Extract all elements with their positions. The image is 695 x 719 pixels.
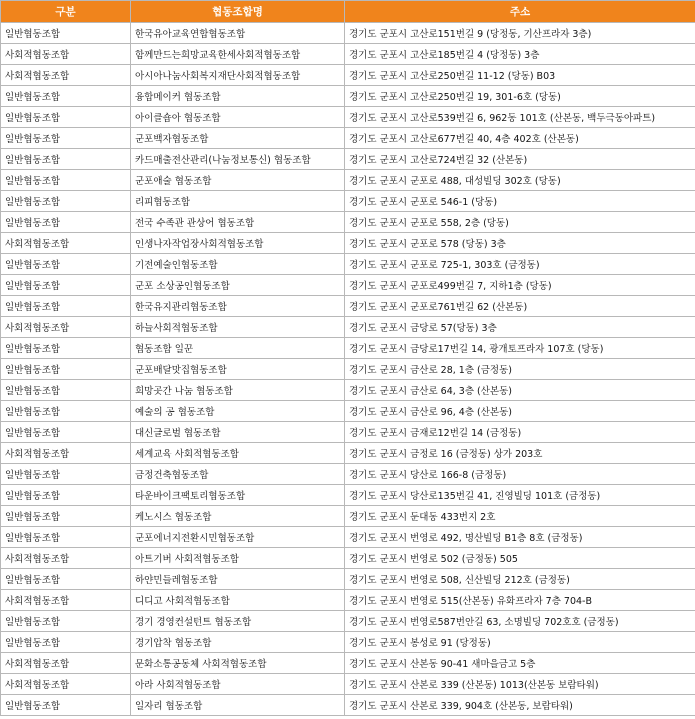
- table-row: [1, 275, 695, 296]
- table-row: [1, 86, 695, 107]
- cell-coop-name: 하늘사회적협동조합: [131, 317, 345, 338]
- table-row: [1, 233, 695, 254]
- cell-category: 사회적협동조합: [1, 653, 131, 674]
- cell-coop-name: 융합메이커 협동조합: [131, 86, 345, 107]
- table-row: [1, 569, 695, 590]
- cell-category: 일반협동조합: [1, 380, 131, 401]
- cell-coop-name: 한국유지관리협동조합: [131, 296, 345, 317]
- table-row: [1, 674, 695, 695]
- cell-category: 일반협동조합: [1, 695, 131, 716]
- cell-coop-name: 군포애술 협동조합: [131, 170, 345, 191]
- cell-category: 사회적협동조합: [1, 674, 131, 695]
- cell-category: 일반협동조합: [1, 338, 131, 359]
- cell-address: 경기도 군포시 금산로 28, 1층 (금정동): [345, 359, 695, 380]
- cell-category: 일반협동조합: [1, 86, 131, 107]
- table-body: [1, 23, 695, 716]
- cell-category: 일반협동조합: [1, 128, 131, 149]
- cell-coop-name: 군포배달맛집협동조합: [131, 359, 345, 380]
- cell-address: 경기도 군포시 군포로499번길 7, 지하1층 (당동): [345, 275, 695, 296]
- cell-category: 일반협동조합: [1, 191, 131, 212]
- cell-category: 일반협동조합: [1, 275, 131, 296]
- table-row: [1, 695, 695, 716]
- cell-category: 일반협동조합: [1, 569, 131, 590]
- cell-coop-name: 아트기버 사회적협동조합: [131, 548, 345, 569]
- cell-coop-name: 군포에너지전환시민협동조합: [131, 527, 345, 548]
- cell-category: 일반협동조합: [1, 212, 131, 233]
- cell-address: 경기도 군포시 고산로185번길 4 (당정동) 3층: [345, 44, 695, 65]
- header-address: 주소: [345, 1, 695, 23]
- cell-address: 경기도 군포시 고산로151번길 9 (당정동, 기산프라자 3층): [345, 23, 695, 44]
- cell-coop-name: 함께만드는희망교육한세사회적협동조합: [131, 44, 345, 65]
- cell-address: 경기도 군포시 군포로 725-1, 303호 (금정동): [345, 254, 695, 275]
- cell-category: 일반협동조합: [1, 254, 131, 275]
- table-row: [1, 107, 695, 128]
- cell-address: 경기도 군포시 당산로135번길 41, 진영빌딩 101호 (금정동): [345, 485, 695, 506]
- table-row: [1, 401, 695, 422]
- cell-coop-name: 세계교육 사회적협동조합: [131, 443, 345, 464]
- cell-address: 경기도 군포시 군포로761번길 62 (산본동): [345, 296, 695, 317]
- header-coop-name: 협동조합명: [131, 1, 345, 23]
- cell-coop-name: 리피협동조합: [131, 191, 345, 212]
- cell-coop-name: 군포 소상공인협동조합: [131, 275, 345, 296]
- cell-category: 사회적협동조합: [1, 443, 131, 464]
- cell-category: 일반협동조합: [1, 422, 131, 443]
- cell-coop-name: 디디고 사회적협동조합: [131, 590, 345, 611]
- cell-address: 경기도 군포시 산본로 339, 904호 (산본동, 보람타워): [345, 695, 695, 716]
- table-row: [1, 506, 695, 527]
- cell-category: 사회적협동조합: [1, 233, 131, 254]
- cell-category: 사회적협동조합: [1, 590, 131, 611]
- table-row: [1, 485, 695, 506]
- cell-address: 경기도 군포시 봉성로 91 (당정동): [345, 632, 695, 653]
- table-row: [1, 149, 695, 170]
- cell-coop-name: 타운바이크팩토리협동조합: [131, 485, 345, 506]
- cell-coop-name: 케노시스 협동조합: [131, 506, 345, 527]
- cell-address: 경기도 군포시 고산로250번길 11-12 (당동) B03: [345, 65, 695, 86]
- cell-coop-name: 문화소통공동체 사회적협동조합: [131, 653, 345, 674]
- table-row: [1, 23, 695, 44]
- cell-category: 일반협동조합: [1, 107, 131, 128]
- table-row: [1, 296, 695, 317]
- cell-coop-name: 대신글로벌 협동조합: [131, 422, 345, 443]
- cell-coop-name: 하얀민들레협동조합: [131, 569, 345, 590]
- table-row: [1, 380, 695, 401]
- cell-address: 경기도 군포시 군포로 558, 2층 (당동): [345, 212, 695, 233]
- cell-category: 일반협동조합: [1, 527, 131, 548]
- cell-category: 사회적협동조합: [1, 317, 131, 338]
- cell-address: 경기도 군포시 고산로724번길 32 (산본동): [345, 149, 695, 170]
- cell-address: 경기도 군포시 번영로587번안길 63, 소명빌딩 702호호 (금정동): [345, 611, 695, 632]
- table-row: [1, 653, 695, 674]
- cell-address: 경기도 군포시 산본로 339 (산본동) 1013(산본동 보람타워): [345, 674, 695, 695]
- cell-coop-name: 아시아나눔사회복지재단사회적협동조합: [131, 65, 345, 86]
- cell-coop-name: 전국 수족관 관상어 협동조합: [131, 212, 345, 233]
- cell-category: 일반협동조합: [1, 149, 131, 170]
- cell-address: 경기도 군포시 금당로17번길 14, 광개토프라자 107호 (당동): [345, 338, 695, 359]
- cell-address: 경기도 군포시 금당로 57(당동) 3층: [345, 317, 695, 338]
- cell-coop-name: 한국유아교육연합협동조합: [131, 23, 345, 44]
- table-row: [1, 359, 695, 380]
- table-row: [1, 632, 695, 653]
- table-row: [1, 422, 695, 443]
- cell-address: 경기도 군포시 금정로 16 (금정동) 상가 203호: [345, 443, 695, 464]
- cell-category: 사회적협동조합: [1, 548, 131, 569]
- table-row: [1, 212, 695, 233]
- cell-category: 사회적협동조합: [1, 44, 131, 65]
- cell-category: 일반협동조합: [1, 632, 131, 653]
- cell-category: 일반협동조합: [1, 611, 131, 632]
- table-row: [1, 128, 695, 149]
- cell-coop-name: 경기압착 협동조합: [131, 632, 345, 653]
- cell-coop-name: 카드매출전산관리(나눔정보통신) 협동조합: [131, 149, 345, 170]
- cell-category: 일반협동조합: [1, 170, 131, 191]
- cell-address: 경기도 군포시 금산로 64, 3층 (산본동): [345, 380, 695, 401]
- table-row: [1, 548, 695, 569]
- cell-address: 경기도 군포시 번영로 515(산본동) 유화프라자 7층 704-B: [345, 590, 695, 611]
- cell-address: 경기도 군포시 군포로 578 (당동) 3층: [345, 233, 695, 254]
- cell-coop-name: 일자리 협동조합: [131, 695, 345, 716]
- table-row: [1, 317, 695, 338]
- cell-coop-name: 금정건축협동조합: [131, 464, 345, 485]
- cell-coop-name: 협동조합 일꾼: [131, 338, 345, 359]
- cell-address: 경기도 군포시 군포로 488, 대성빌딩 302호 (당동): [345, 170, 695, 191]
- cell-address: 경기도 군포시 번영로 492, 명산빌딩 B1층 8호 (금정동): [345, 527, 695, 548]
- cell-coop-name: 아이클숍아 협동조합: [131, 107, 345, 128]
- cell-coop-name: 기전예술인협동조합: [131, 254, 345, 275]
- cell-address: 경기도 군포시 둔대동 433번지 2호: [345, 506, 695, 527]
- cell-coop-name: 아라 사회적협동조합: [131, 674, 345, 695]
- table-row: [1, 611, 695, 632]
- header-row: [1, 1, 695, 23]
- table-row: [1, 254, 695, 275]
- cell-coop-name: 군포백자협동조합: [131, 128, 345, 149]
- table-row: [1, 191, 695, 212]
- cell-coop-name: 희망곳간 나눔 협동조합: [131, 380, 345, 401]
- cell-address: 경기도 군포시 고산로250번길 19, 301-6호 (당동): [345, 86, 695, 107]
- header-category: 구분: [1, 1, 131, 23]
- cell-category: 일반협동조합: [1, 23, 131, 44]
- cell-address: 경기도 군포시 금재로12번길 14 (금정동): [345, 422, 695, 443]
- cell-category: 일반협동조합: [1, 296, 131, 317]
- cell-address: 경기도 군포시 번영로 502 (금정동) 505: [345, 548, 695, 569]
- cell-category: 일반협동조합: [1, 359, 131, 380]
- cell-address: 경기도 군포시 고산로677번길 40, 4층 402호 (산본동): [345, 128, 695, 149]
- cell-address: 경기도 군포시 군포로 546-1 (당동): [345, 191, 695, 212]
- cell-category: 일반협동조합: [1, 485, 131, 506]
- cell-category: 일반협동조합: [1, 464, 131, 485]
- table-row: [1, 443, 695, 464]
- cell-coop-name: 인생나자작업장사회적협동조합: [131, 233, 345, 254]
- cell-category: 일반협동조합: [1, 506, 131, 527]
- table-row: [1, 464, 695, 485]
- cell-category: 사회적협동조합: [1, 65, 131, 86]
- table-row: [1, 338, 695, 359]
- cell-address: 경기도 군포시 번영로 508, 신산빌딩 212호 (금정동): [345, 569, 695, 590]
- table-row: [1, 65, 695, 86]
- cell-coop-name: 예술의 공 협동조합: [131, 401, 345, 422]
- cell-address: 경기도 군포시 산본동 90-41 새마을금고 5층: [345, 653, 695, 674]
- table-row: [1, 527, 695, 548]
- cell-category: 일반협동조합: [1, 401, 131, 422]
- cell-address: 경기도 군포시 고산로539번길 6, 962동 101호 (산본동, 백두극동아파트): [345, 107, 695, 128]
- table-row: [1, 170, 695, 191]
- table-row: [1, 590, 695, 611]
- table-row: [1, 44, 695, 65]
- cell-address: 경기도 군포시 당산로 166-8 (금정동): [345, 464, 695, 485]
- cell-coop-name: 경기 경영컨설턴트 협동조합: [131, 611, 345, 632]
- cell-address: 경기도 군포시 금산로 96, 4층 (산본동): [345, 401, 695, 422]
